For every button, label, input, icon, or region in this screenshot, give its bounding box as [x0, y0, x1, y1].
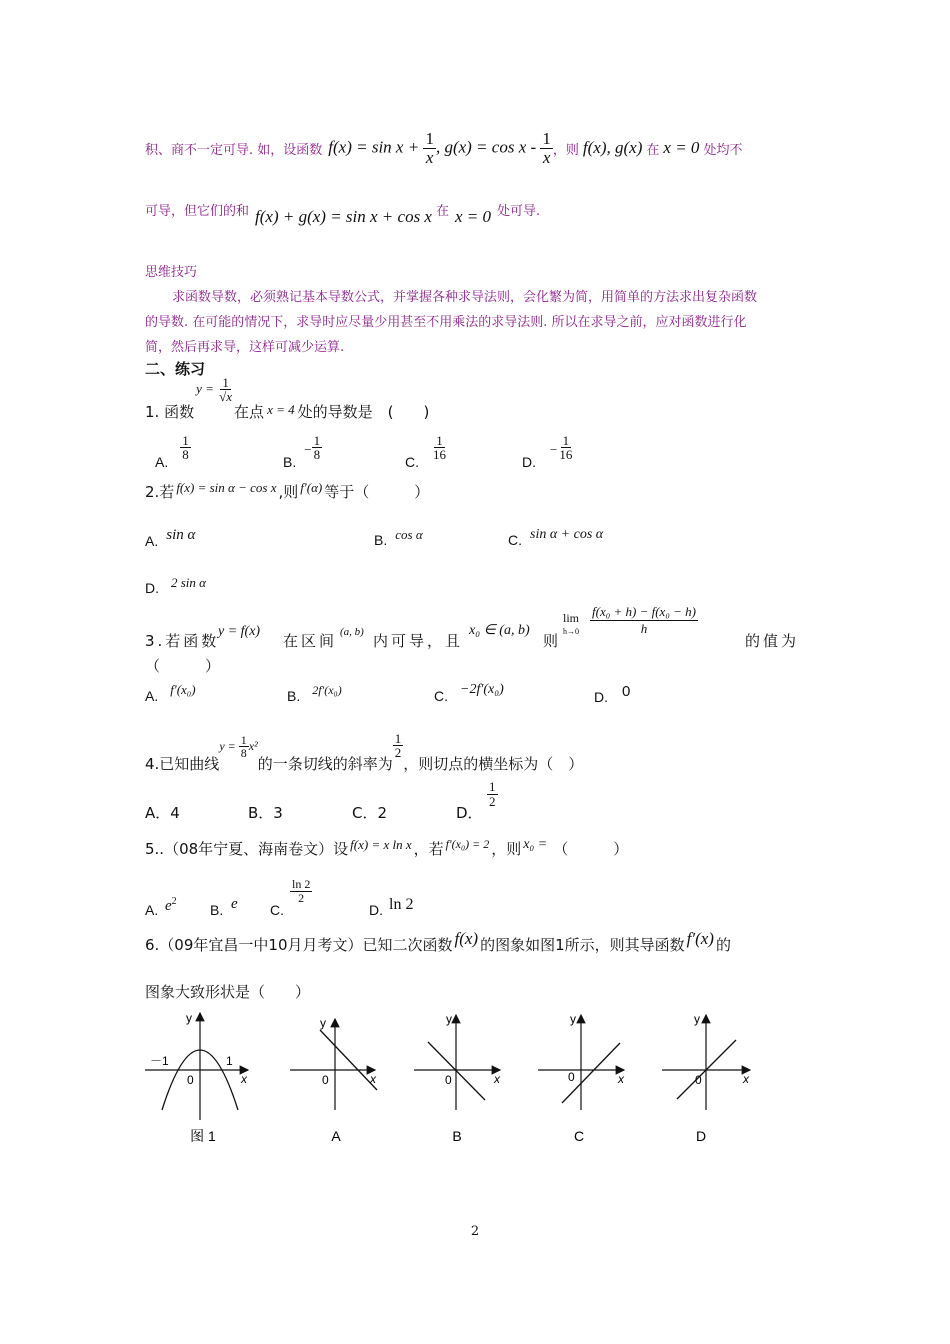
- q6-mid: 的图象如图1所示，则其导函数: [480, 936, 685, 954]
- q4-prefix: 4.已知曲线: [145, 755, 220, 773]
- graph-c: [538, 1012, 625, 1110]
- q5-option-b-label: B.: [210, 902, 224, 918]
- graph-b: [414, 1012, 501, 1110]
- q3-interval: (a, b): [340, 626, 364, 638]
- caption-b: B: [452, 1128, 462, 1144]
- q1-suffix: 处的导数是 ( ): [297, 403, 430, 421]
- question-5: [145, 838, 628, 859]
- q4-func: y = $\frac{1}{8}$ x²: [219, 732, 258, 761]
- q2-option-b: B. cos α: [374, 527, 423, 548]
- graph-figure-1: [145, 1011, 248, 1120]
- fig1-neg-label: －1: [150, 1054, 169, 1068]
- intro-text-b: ，则: [552, 142, 579, 158]
- q2-option-d: D. 2 sin α: [145, 575, 206, 596]
- q1-mid: 在点: [234, 403, 265, 421]
- graph-c-y-label: y: [570, 1012, 576, 1026]
- graph-c-origin: 0: [568, 1070, 575, 1084]
- q1-func: y = $\frac{1}{√x}$: [196, 374, 233, 405]
- graph-d-y-label: y: [694, 1012, 700, 1026]
- q1-option-d: D. − $\frac{1}{16}$: [522, 432, 573, 470]
- q4-option-c: C．2: [352, 804, 388, 822]
- graph-a: [290, 1016, 377, 1110]
- fig1-y-label: y: [186, 1011, 192, 1025]
- q4-options: [145, 778, 525, 822]
- intro2-math: f(x) + g(x) = sin x + cos x: [255, 207, 432, 226]
- q2-func: f(x) = sin α − cos x: [176, 479, 277, 495]
- q1-option-c: C. $\frac{1}{16}$: [405, 432, 446, 470]
- q5-func: f(x) = x ln x: [350, 836, 412, 852]
- caption-d: D: [695, 1128, 707, 1144]
- intro-text-c: 在: [646, 142, 660, 158]
- caption-fig1: 图 1: [190, 1128, 216, 1144]
- question-3: [145, 606, 805, 650]
- graph-a-origin: 0: [322, 1073, 329, 1087]
- q3-option-a: A. f′(x₀): [145, 682, 196, 704]
- question-6: [145, 928, 731, 955]
- graph-d-origin: 0: [695, 1073, 702, 1087]
- graph-a-y-label: y: [320, 1016, 326, 1030]
- q6-graphs: [140, 1005, 770, 1155]
- q2-prefix: 2.若: [145, 483, 175, 501]
- intro2-text-c: 处可导.: [497, 203, 541, 219]
- q3-cond: x₀ ∈ (a, b): [469, 623, 530, 638]
- q6-prefix: 6.（09年宜昌一中10月月考文）已知二次函数: [145, 936, 453, 954]
- tips-line-1: 求函数导数，必须熟记基本导数公式，并掌握各种求导法则，会化繁为简，用简单的方法求出复杂函数: [172, 290, 758, 305]
- intro-math-2: f(x), g(x): [582, 138, 643, 157]
- q5-cond: f′(x₀) = 2: [445, 837, 490, 851]
- q3-option-d: D. 0: [594, 683, 631, 705]
- q2-deriv: f′(α): [300, 479, 323, 495]
- q2-option-c: C. sin α + cos α: [508, 527, 604, 548]
- graph-c-x-label: x: [618, 1072, 624, 1086]
- q4-suffix: ，则切点的横坐标为（ ）: [403, 755, 584, 773]
- q3-mid3: 则: [543, 632, 559, 650]
- q5-option-d-label: D.: [369, 902, 383, 918]
- q3-suffix: 的值为: [745, 632, 800, 650]
- q2-option-a: A. sin α: [145, 527, 196, 549]
- q3-func: y = f(x): [218, 624, 261, 639]
- q5-option-d-value: ln 2: [389, 896, 414, 913]
- fig1-pos-label: 1: [226, 1054, 233, 1068]
- q3-option-c: C. −2f′(x₀): [434, 682, 504, 704]
- q6-line-2: 图象大致形状是（ ）: [145, 983, 311, 1001]
- intro-text-d: 处均不: [703, 142, 743, 158]
- q1-option-b: B. − $\frac{1}{8}$: [283, 432, 321, 470]
- graph-b-x-label: x: [494, 1072, 500, 1086]
- q3-limit-fraction: f(x₀ + h) − f(x₀ − h) h: [592, 604, 696, 636]
- graph-d: [662, 1012, 750, 1110]
- intro-math-3: x = 0: [663, 138, 700, 157]
- graph-a-x-label: x: [370, 1072, 376, 1086]
- q5-option-a-label: A.: [145, 902, 159, 918]
- fig1-origin: 0: [187, 1073, 194, 1087]
- q5-option-c-label: C.: [270, 902, 284, 918]
- q2-suffix: 等于（ ）: [324, 483, 430, 501]
- q3-lim: lim h→0: [563, 611, 580, 636]
- fig1-x-label: x: [241, 1072, 247, 1086]
- question-2: [145, 481, 429, 502]
- tips-line-2: 的导数. 在可能的情况下，求导时应尽量少用甚至不用乘法的求导法则. 所以在求导之前，应对函数进行化: [145, 315, 747, 330]
- question-4: [145, 730, 584, 774]
- q4-option-b: B．3: [248, 804, 283, 822]
- q4-slope: $\frac{1}{2}$: [394, 730, 402, 761]
- question-1: [145, 374, 430, 422]
- q1-options: [155, 430, 635, 474]
- q6-deriv: f′(x): [686, 928, 714, 948]
- intro2-text-a: 可导，但它们的和: [145, 203, 250, 219]
- q5-option-a-value: $e^2$: [165, 896, 177, 914]
- q2-mid: ,则: [278, 483, 299, 501]
- q3-option-b: B. 2f′(x₀): [287, 682, 342, 704]
- q6-suffix: 的: [715, 936, 731, 954]
- q5-prefix: 5..（08年宁夏、海南卷文）设: [145, 840, 349, 858]
- intro-text-a: 积、商不一定可导. 如，设函数: [145, 142, 323, 158]
- q4-option-d: D．: [456, 804, 483, 822]
- intro-line-1: [145, 128, 742, 168]
- q5-var: x₀ =: [523, 836, 548, 852]
- intro2-math-2: x = 0: [455, 207, 492, 226]
- q4-mid: 的一条切线的斜率为: [257, 755, 393, 773]
- graph-b-origin: 0: [445, 1073, 452, 1087]
- q5-mid: ，若: [413, 840, 444, 858]
- intro2-text-b: 在: [435, 203, 449, 219]
- q5-suffix: （ ）: [553, 840, 629, 858]
- intro-line-2: [145, 200, 540, 234]
- caption-c: C: [573, 1128, 585, 1144]
- q1-option-a: A. $\frac{1}{8}$: [155, 432, 189, 470]
- q5-options: [145, 876, 485, 922]
- q3-blank: （ ）: [145, 657, 221, 675]
- page-number: 2: [470, 1224, 480, 1239]
- caption-a: A: [331, 1128, 341, 1144]
- graph-d-x-label: x: [743, 1072, 749, 1086]
- section-title: 二、练习: [145, 360, 206, 378]
- q1-prefix: 1. 函数: [145, 403, 195, 421]
- q6-func: f(x): [454, 928, 479, 948]
- q4-option-a: A．4: [145, 804, 180, 822]
- q5-mid2: ，则: [491, 840, 522, 858]
- q4-option-d-value: $\frac{1}{2}$: [489, 779, 496, 809]
- intro-function-def: f(x) = sin x + $\frac{1}{x}$ , g(x) = cos x - $\frac{1}{x}$: [328, 128, 551, 167]
- q3-mid2: 内可导，且: [373, 632, 464, 650]
- tips-line-3: 简，然后再求导，这样可减少运算.: [145, 340, 345, 355]
- tips-title: 思维技巧: [145, 265, 198, 280]
- q5-option-b-value: e: [231, 896, 238, 912]
- graph-b-y-label: y: [446, 1012, 452, 1026]
- q1-point: x = 4: [267, 402, 295, 417]
- q3-mid1: 在区间: [283, 632, 338, 650]
- q5-option-c-value: $\frac{\ln 2}{2}$: [292, 877, 311, 905]
- q3-prefix: 3.若函数: [145, 632, 220, 650]
